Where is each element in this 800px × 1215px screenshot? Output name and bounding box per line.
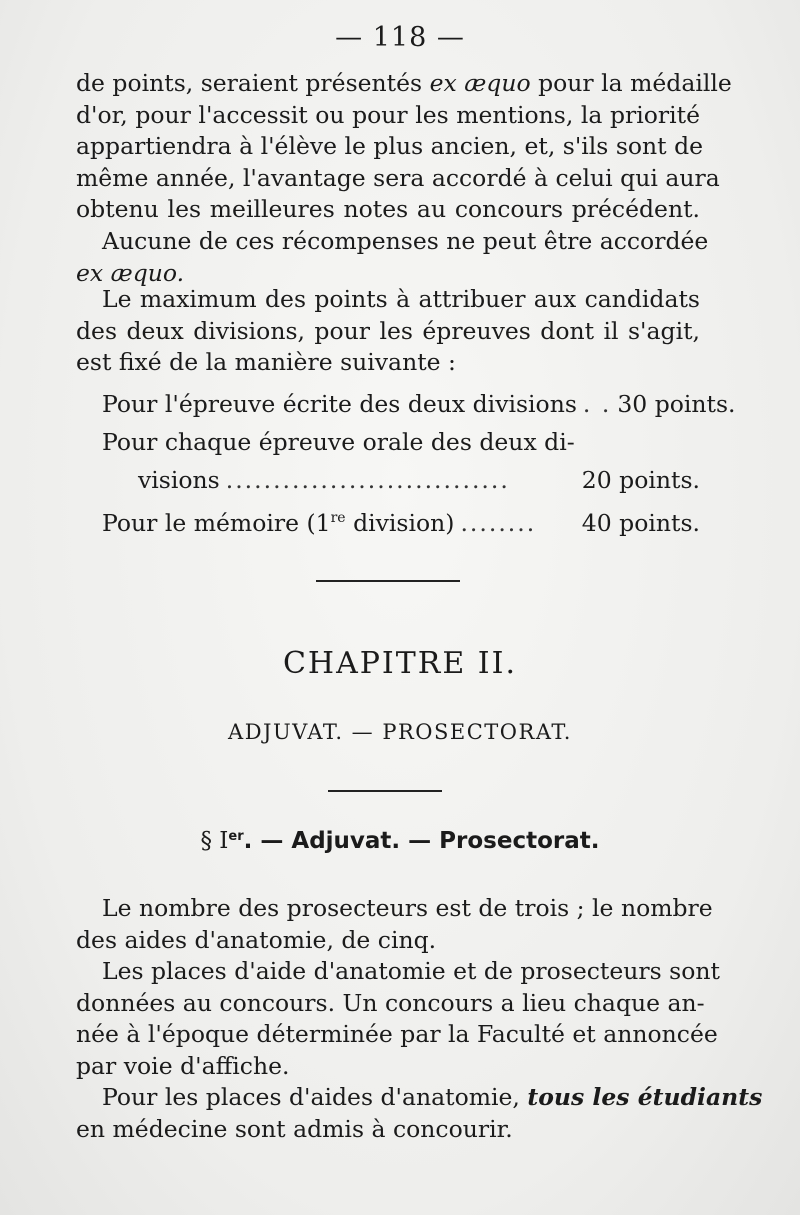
text-line: de points, seraient présentés ex æquo pour la médaille <box>76 69 732 97</box>
text-line: des aides d'anatomie, de cinq. <box>76 925 437 954</box>
text-line: née à l'époque déterminée par la Faculté et annoncée <box>76 1020 718 1048</box>
text-line: en médecine sont admis à concourir. <box>76 1114 513 1143</box>
text-line: par voie d'affiche. <box>76 1051 290 1080</box>
section-paragraphs <box>76 893 763 1145</box>
points-table <box>102 385 736 542</box>
top-paragraph <box>76 68 732 226</box>
aequo-paragraph <box>76 226 709 289</box>
divider-rule <box>328 790 442 792</box>
text-line: Les places d'aide d'anatomie et de prosecteurs sont <box>102 957 720 985</box>
page-number: — 118 — <box>335 22 465 53</box>
text-line: Pour les places d'aides d'anatomie, tous les étudiants <box>102 1083 763 1111</box>
maximum-paragraph <box>76 284 700 379</box>
text-line: obtenu les meilleures notes au concours précédent. <box>76 195 700 223</box>
text-line: d'or, pour l'accessit ou pour les mentions, la priorité <box>76 100 700 129</box>
points-row: Pour l'épreuve écrite des deux divisions . . 30 points. <box>102 390 736 418</box>
text-line: Le nombre des prosecteurs est de trois ; le nombre <box>102 894 713 922</box>
text-line: Aucune de ces récompenses ne peut être accordée <box>102 227 709 255</box>
text-line: même année, l'avantage sera accordé à celui qui aura <box>76 163 720 192</box>
text-line: ex æquo. <box>76 258 185 287</box>
points-row: Pour le mémoire (1re division) ........ 40 points. <box>102 509 700 537</box>
section-heading: § Ier. — Adjuvat. — Prosectorat. <box>200 828 600 854</box>
chapter-subtitle: ADJUVAT. — PROSECTORAT. <box>228 720 572 744</box>
text-line: Le maximum des points à attribuer aux candidats <box>102 285 700 313</box>
text-line: données au concours. Un concours a lieu chaque an- <box>76 988 705 1017</box>
points-row: Pour chaque épreuve orale des deux di- <box>102 428 575 456</box>
divider-rule <box>316 580 460 582</box>
text-line: appartiendra à l'élève le plus ancien, et, s'ils sont de <box>76 132 704 160</box>
text-line: est fixé de la manière suivante : <box>76 348 456 376</box>
text-line: des deux divisions, pour les épreuves dont il s'agit, <box>76 316 700 345</box>
chapter-title: CHAPITRE II. <box>282 646 518 681</box>
points-row: visions .............................. 20 points. <box>138 466 700 494</box>
